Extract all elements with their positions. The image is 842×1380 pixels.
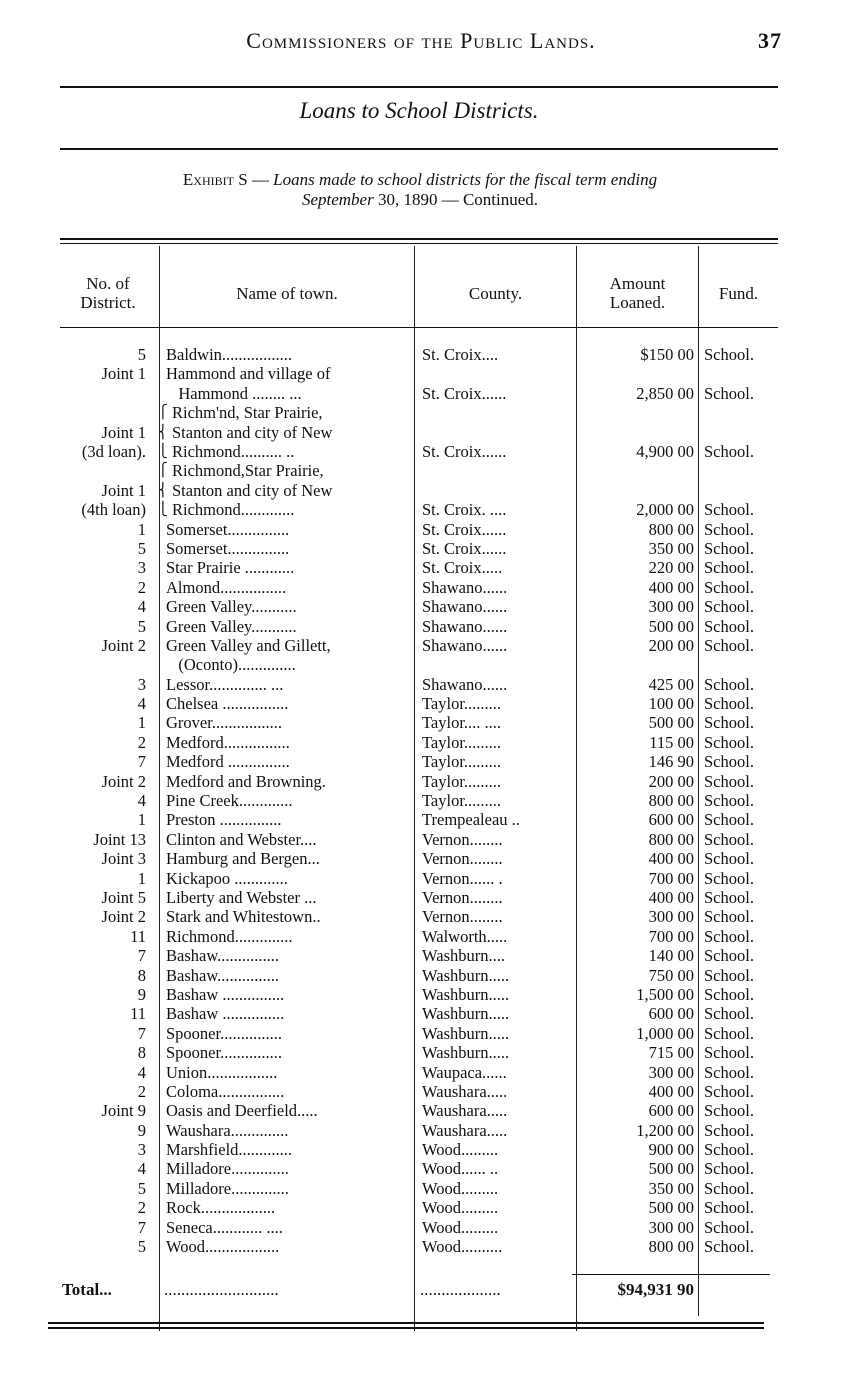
district-cell: 2 [137,577,146,597]
table-row [60,1063,778,1082]
district-cell: 4 [137,1062,146,1082]
fund-cell: School. [704,829,754,849]
amount-cell: 1,500 00 [636,984,694,1004]
amount-cell: 425 00 [648,674,694,694]
amount-cell: 300 00 [648,1062,694,1082]
running-head [60,28,782,58]
table-row [60,927,778,946]
town-cell: Richmond,Star Prairie, [172,461,324,481]
total-rule [572,1274,770,1275]
county-cell: Taylor......... [422,732,502,752]
district-cell: 4 [137,791,146,811]
district-cell: 8 [137,1043,146,1063]
amount-cell: 115 00 [649,732,694,752]
district-cell: 5 [137,345,146,364]
town-cell: Richmond.............. [166,926,293,946]
town-cell: Wood.................. [166,1237,280,1257]
town-cell: Green Valley and Gillett, [166,635,331,655]
county-cell: Shawano...... [422,577,508,597]
table-row [60,752,778,771]
amount-cell: 300 00 [648,597,694,617]
town-cell: Hammond and village of [166,364,331,384]
county-cell: St. Croix. .... [422,500,507,520]
table-row [60,539,778,558]
amount-cell: 140 00 [648,946,694,966]
fund-cell: School. [704,616,754,636]
district-cell: 4 [137,694,146,714]
town-cell: Pine Creek............. [166,791,293,811]
table-row [60,1004,778,1023]
top-rule [60,86,778,88]
fund-cell: School. [704,500,754,520]
town-cell: Richmond............. [172,500,295,520]
district-cell: 4 [137,597,146,617]
table-row [60,1159,778,1178]
amount-cell: 800 00 [648,519,694,539]
county-cell: Shawano...... [422,635,508,655]
fund-cell: School. [704,383,754,403]
amount-cell: 300 00 [648,1217,694,1237]
amount-cell: 400 00 [648,888,694,907]
town-cell: Baldwin................. [166,345,293,364]
district-cell: (3d loan). [81,441,146,461]
town-cell: Seneca............ .... [166,1217,283,1237]
fund-cell: School. [704,674,754,694]
county-cell: St. Croix...... [422,538,507,558]
amount-cell: $150 00 [640,345,694,364]
table-row [60,849,778,868]
fund-cell: School. [704,345,754,364]
county-cell: Washburn..... [422,965,510,985]
county-cell: Taylor......... [422,771,502,791]
county-cell: Waupaca...... [422,1062,507,1082]
county-cell: St. Croix...... [422,441,507,461]
town-cell: Spooner............... [166,1043,282,1063]
amount-cell: 500 00 [648,616,694,636]
loans-table [60,238,778,1338]
county-cell: Shawano...... [422,674,508,694]
town-cell: Milladore.............. [166,1159,289,1179]
amount-cell: 1,000 00 [636,1023,694,1043]
table-row [60,869,778,888]
amount-cell: 715 00 [648,1043,694,1063]
table-row [60,1198,778,1217]
county-cell: Shawano...... [422,597,508,617]
fund-cell: School. [704,791,754,811]
amount-cell: 300 00 [648,907,694,927]
header-fund [699,258,778,328]
header-amount [577,258,698,328]
town-cell: Bashaw............... [166,965,280,985]
amount-cell: 750 00 [648,965,694,985]
fund-cell: School. [704,752,754,772]
amount-cell: 2,850 00 [636,383,694,403]
table-row [60,364,778,403]
town-cell: Spooner............... [166,1023,282,1043]
header-county [415,258,576,328]
fund-cell: School. [704,558,754,578]
town-cell: Bashaw............... [166,946,280,966]
header-amount-label: Amount Loaned. [609,274,666,312]
district-cell: 1 [137,713,146,733]
fund-cell: School. [704,771,754,791]
total-county-leader: ................... [420,1280,501,1299]
fund-cell: School. [704,810,754,830]
county-cell: Wood......... [422,1178,499,1198]
fund-cell: School. [704,538,754,558]
amount-cell: 400 00 [648,577,694,597]
amount-cell: 4,900 00 [636,441,694,461]
town-cell: Clinton and Webster.... [166,829,317,849]
fund-cell: School. [704,441,754,461]
county-cell: Wood......... [422,1198,499,1218]
amount-cell: 200 00 [648,635,694,655]
town-cell: Richmond.......... .. [172,441,295,461]
district-cell: 2 [137,732,146,752]
amount-cell: 600 00 [648,810,694,830]
town-cell: Union................. [166,1062,278,1082]
amount-cell: 500 00 [648,1159,694,1179]
amount-cell: 800 00 [648,791,694,811]
table-top-rule-2 [60,243,778,244]
district-cell: 1 [137,868,146,888]
exhibit-label: Exhibit S [182,170,248,189]
header-fund-label: Fund. [718,283,759,303]
total-amount: $94,931 90 [617,1280,694,1299]
table-row [60,985,778,1004]
fund-cell: School. [704,907,754,927]
amount-cell: 500 00 [648,713,694,733]
amount-cell: 600 00 [648,1101,694,1121]
fund-cell: School. [704,888,754,907]
county-cell: Shawano...... [422,616,508,636]
table-row [60,597,778,616]
district-cell: 4 [137,1159,146,1179]
district-cell: Joint 1 [101,422,146,442]
fund-cell: School. [704,1043,754,1063]
town-cell: Hammond ........ ... [166,383,302,403]
amount-cell: 700 00 [648,868,694,888]
town-cell: Somerset............... [166,519,290,539]
county-cell: Wood......... [422,1217,499,1237]
district-cell: 3 [137,1140,146,1160]
amount-cell: 200 00 [648,771,694,791]
town-cell: Oasis and Deerfield..... [166,1101,318,1121]
table-row [60,558,778,577]
district-cell: Joint 13 [93,829,146,849]
table-row [60,675,778,694]
town-cell: Star Prairie ............ [166,558,295,578]
district-cell: Joint 2 [101,771,146,791]
county-cell: Washburn..... [422,984,510,1004]
fund-cell: School. [704,635,754,655]
county-cell: St. Croix..... [422,558,503,578]
town-cell: Milladore.............. [166,1178,289,1198]
town-cell: Stark and Whitestown.. [166,907,321,927]
county-cell: Taylor......... [422,694,502,714]
table-bottom-rule-2 [48,1327,764,1329]
town-cell: Coloma................ [166,1081,285,1101]
county-cell: Waushara..... [422,1081,508,1101]
table-row [60,403,778,461]
town-cell: Kickapoo ............. [166,868,288,888]
district-cell: 3 [137,558,146,578]
header-county-label: County. [468,283,523,303]
table-row [60,966,778,985]
amount-cell: 2,000 00 [636,500,694,520]
fund-cell: School. [704,577,754,597]
amount-cell: 146 90 [648,752,694,772]
town-cell: Preston ............... [166,810,282,830]
caption-dash: — [247,170,274,189]
amount-cell: 700 00 [648,926,694,946]
table-row [60,907,778,926]
town-cell: Waushara.............. [166,1120,289,1140]
table-row [60,791,778,810]
district-cell: 5 [137,616,146,636]
county-cell: Vernon........ [422,829,503,849]
district-cell: Joint 2 [101,635,146,655]
district-cell: 7 [137,1023,146,1043]
county-cell: Walworth..... [422,926,508,946]
table-row [60,830,778,849]
district-cell: 5 [137,538,146,558]
county-cell: Vernon........ [422,888,503,907]
fund-cell: School. [704,1081,754,1101]
caption-rest: 30, 1890 — Continued. [373,190,539,209]
county-cell: Washburn.... [422,946,505,966]
table-row [60,713,778,732]
amount-cell: 400 00 [648,849,694,869]
table-row [60,810,778,829]
town-cell: Bashaw ............... [166,984,285,1004]
fund-cell: School. [704,1062,754,1082]
district-cell: 3 [137,674,146,694]
fund-cell: School. [704,926,754,946]
county-cell: Vernon........ [422,849,503,869]
county-cell: Taylor.... .... [422,713,502,733]
amount-cell: 600 00 [648,1004,694,1024]
amount-cell: 500 00 [648,1198,694,1218]
brace-mark: ⎩ [158,443,168,459]
amount-cell: 800 00 [648,1237,694,1257]
header-district-label: No. of District. [80,274,136,312]
district-cell: 7 [137,946,146,966]
amount-cell: 350 00 [648,538,694,558]
table-bottom-rule-1 [48,1322,764,1324]
table-row [60,461,778,519]
fund-cell: School. [704,1237,754,1257]
header-town [160,258,414,328]
table-row [60,772,778,791]
header-district [60,258,156,328]
fund-cell: School. [704,1198,754,1218]
fund-cell: School. [704,1178,754,1198]
district-cell: 2 [137,1198,146,1218]
district-cell: 11 [130,1004,146,1024]
district-cell: Joint 3 [101,849,146,869]
town-cell: Somerset............... [166,538,290,558]
county-cell: Washburn..... [422,1023,510,1043]
town-cell: Medford................ [166,732,290,752]
amount-cell: 1,200 00 [636,1120,694,1140]
town-cell: Green Valley........... [166,597,297,617]
section-rule [60,148,778,150]
amount-cell: 900 00 [648,1140,694,1160]
table-row [60,1140,778,1159]
fund-cell: School. [704,1023,754,1043]
fund-cell: School. [704,1140,754,1160]
header-town-label: Name of town. [236,283,338,303]
page-number: 37 [758,28,782,53]
town-cell: Medford and Browning. [166,771,326,791]
district-cell: 9 [137,984,146,1004]
brace-mark: ⎧ [158,405,168,421]
county-cell: Trempealeau .. [422,810,520,830]
table-row [60,1218,778,1237]
caption-text: Loans made to school districts for the fiscal term ending [273,170,658,189]
fund-cell: School. [704,946,754,966]
town-cell: Marshfield............. [166,1140,293,1160]
district-cell: Joint 2 [101,907,146,927]
table-row [60,888,778,907]
county-cell: St. Croix...... [422,519,507,539]
table-row [60,733,778,752]
fund-cell: School. [704,1217,754,1237]
district-cell: 2 [137,1081,146,1101]
county-cell: Waushara..... [422,1120,508,1140]
district-cell: 7 [137,752,146,772]
amount-cell: 400 00 [648,1081,694,1101]
total-label: Total... [62,1280,112,1299]
town-cell: Medford ............... [166,752,290,772]
fund-cell: School. [704,849,754,869]
fund-cell: School. [704,732,754,752]
table-row [60,946,778,965]
fund-cell: School. [704,1101,754,1121]
table-row [60,520,778,539]
section-title: Loans to School Districts. [299,98,539,123]
header-bottom-rule [60,327,778,328]
fund-cell: School. [704,1004,754,1024]
table-row [60,1179,778,1198]
fund-cell: School. [704,1120,754,1140]
district-cell: 5 [137,1237,146,1257]
brace-mark: ⎨ [158,424,168,440]
amount-cell: 800 00 [648,829,694,849]
district-cell: 1 [137,519,146,539]
table-row [60,1082,778,1101]
running-head-title: Commissioners of the Public Lands. [246,28,596,53]
county-cell: Wood.......... [422,1237,503,1257]
district-cell: Joint 1 [101,364,146,384]
table-row [60,1121,778,1140]
town-cell: Almond................ [166,577,287,597]
district-cell: 7 [137,1217,146,1237]
town-cell: Chelsea ................ [166,694,289,714]
fund-cell: School. [704,597,754,617]
district-cell: 8 [137,965,146,985]
district-cell: (4th loan) [81,500,146,520]
district-cell: Joint 9 [101,1101,146,1121]
fund-cell: School. [704,694,754,714]
county-cell: Wood...... .. [422,1159,499,1179]
county-cell: Waushara..... [422,1101,508,1121]
amount-cell: 350 00 [648,1178,694,1198]
exhibit-caption [70,170,770,210]
county-cell: Taylor......... [422,752,502,772]
table-row [60,345,778,364]
fund-cell: School. [704,868,754,888]
caption-month: September [301,190,374,209]
town-cell: Stanton and city of New [172,422,333,442]
brace-mark: ⎨ [158,482,168,498]
table-top-rule-1 [60,238,778,240]
county-cell: St. Croix.... [422,345,499,364]
town-cell: Liberty and Webster ... [166,888,317,907]
county-cell: Washburn..... [422,1043,510,1063]
table-body [60,345,778,1256]
fund-cell: School. [704,519,754,539]
district-cell: 1 [137,810,146,830]
town-cell: Rock.................. [166,1198,276,1218]
fund-cell: School. [704,1159,754,1179]
table-row [60,1024,778,1043]
county-cell: Taylor......... [422,791,502,811]
district-cell: Joint 5 [101,888,146,907]
table-row [60,636,778,675]
town-cell: Green Valley........... [166,616,297,636]
county-cell: Wood......... [422,1140,499,1160]
town-cell: Richm'nd, Star Prairie, [172,403,323,423]
brace-mark: ⎩ [158,502,168,518]
district-cell: 11 [130,926,146,946]
fund-cell: School. [704,984,754,1004]
fund-cell: School. [704,965,754,985]
district-cell: 5 [137,1178,146,1198]
table-row [60,1237,778,1256]
amount-cell: 100 00 [648,694,694,714]
district-cell: Joint 1 [101,480,146,500]
town-cell: Lessor.............. ... [166,674,284,694]
amount-cell: 220 00 [648,558,694,578]
table-row [60,578,778,597]
table-row [60,617,778,636]
total-town-leader: ........................... [164,1280,279,1299]
district-cell: 9 [137,1120,146,1140]
county-cell: Washburn..... [422,1004,510,1024]
brace-mark: ⎧ [158,463,168,479]
town-cell: Bashaw ............... [166,1004,285,1024]
table-row [60,1101,778,1120]
county-cell: Vernon...... . [422,868,503,888]
town-cell: Grover................. [166,713,282,733]
county-cell: St. Croix...... [422,383,507,403]
fund-cell: School. [704,713,754,733]
table-row [60,1043,778,1062]
town-cell: Stanton and city of New [172,480,333,500]
town-cell: Hamburg and Bergen... [166,849,320,869]
town-cell: (Oconto).............. [166,655,296,675]
county-cell: Vernon........ [422,907,503,927]
table-row [60,694,778,713]
